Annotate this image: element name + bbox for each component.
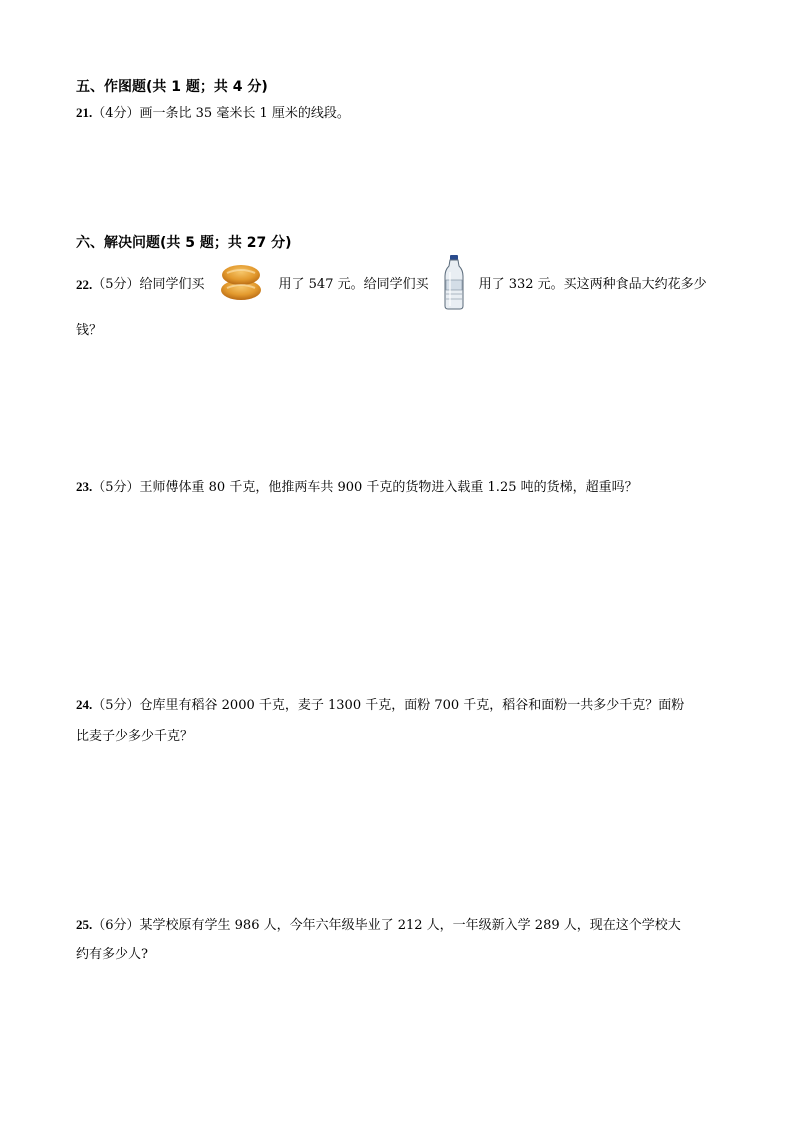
bread-icon: [219, 261, 265, 309]
question-text-line1: （5分）仓库里有稻谷 2000 千克，麦子 1300 千克，面粉 700 千克，稻谷和面粉一共多少千克？面粉: [92, 698, 685, 713]
question-number: 21.: [76, 105, 93, 120]
question-text-line1: （6分）某学校原有学生 986 人，今年六年级毕业了 212 人，一年级新入学 289 人，现在这个学校大: [92, 918, 681, 933]
question-22-continued: 钱？: [76, 323, 103, 338]
question-text: （5分）王师傅体重 80 千克，他推两车共 900 千克的货物进入载重 1.25 吨的货梯，超重吗？: [92, 480, 638, 495]
question-25-continued: 约有多少人?: [76, 947, 148, 962]
question-25: [76, 916, 681, 935]
question-number: 22.: [76, 277, 93, 292]
question-22: [76, 260, 707, 310]
question-text-part3: 用了 332 元。买这两种食品大约花多少: [478, 277, 707, 292]
section-five-title: 五、作图题(共 1 题；共 4 分): [76, 79, 268, 95]
question-24: [76, 696, 684, 715]
question-number: 25.: [76, 917, 93, 932]
question-text-part2: 用了 547 元。给同学们买: [278, 277, 429, 292]
question-text-part1: （5分）给同学们买: [92, 277, 205, 292]
question-24-continued: 比麦子少多少千克？: [76, 729, 194, 744]
water-bottle-icon: [443, 254, 465, 316]
question-number: 23.: [76, 479, 93, 494]
question-text: （4分）画一条比 35 毫米长 1 厘米的线段。: [92, 106, 350, 121]
question-23: [76, 478, 638, 497]
question-number: 24.: [76, 697, 93, 712]
question-21: [76, 104, 350, 123]
section-six-title: 六、解决问题(共 5 题；共 27 分): [76, 235, 292, 251]
